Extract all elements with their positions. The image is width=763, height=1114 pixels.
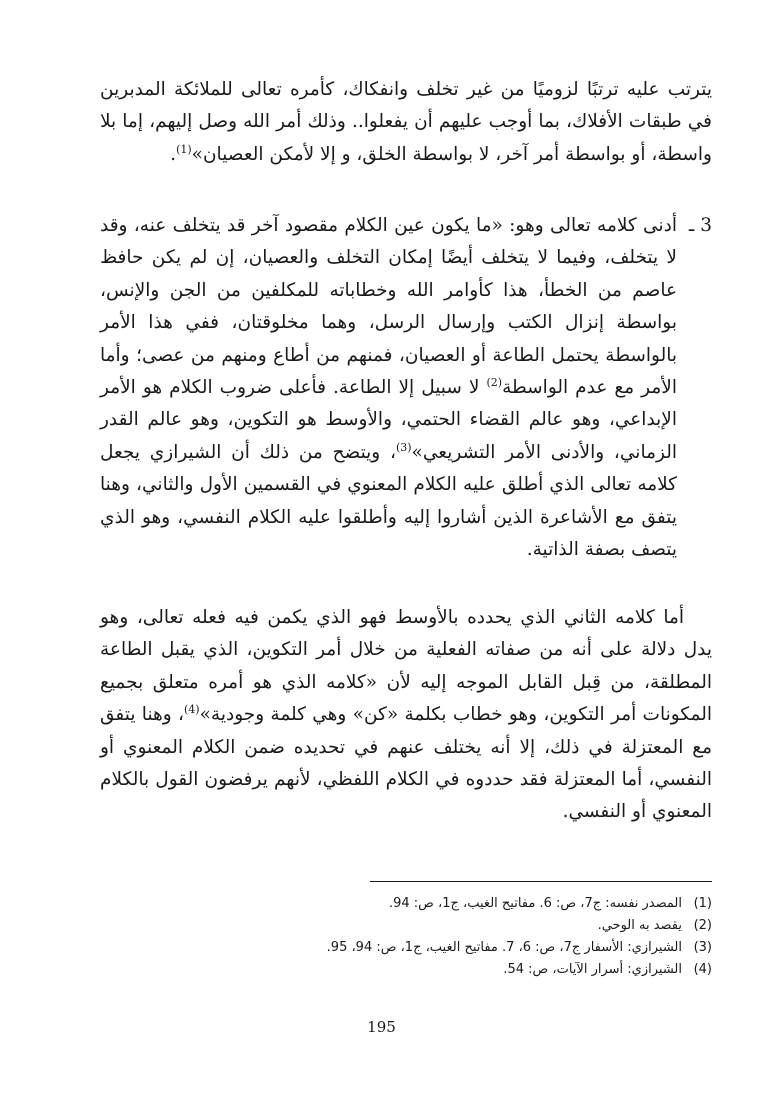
paragraph-3-text-b: ، وهنا يتفق مع المعتزلة في ذلك، إلا أنه يختلف عنهم في تحديده ضمن الكلام المعنوي أو النفسي، أما المعتزلة فقد حددوه في الكلام اللفظي، لأنهم يرفضون القول بالكلام المعنوي أو النفسي. [100,704,712,823]
paragraph-1-tail: . [170,143,177,165]
footnote-text: يقصد به الوحي. [597,918,682,933]
footnote-number: (3) [693,940,712,955]
paragraph-3 [100,602,712,832]
page-number: 195 [367,1018,396,1036]
paragraph-1-text: يترتب عليه ترتبًا لزوميًا من غير تخلف وانفكاك، كأمره تعالى للملائكة المدبرين في طبقات الأفلاك، بما أوجب عليهم أن يفعلوا.. وذلك أمر الله وصل إليهم، إما بلا واسطة، أو بواسطة أمر آخر، لا بواسطة الخلق، و إلا لأمكن العصيان» [100,79,712,165]
footnote-ref-4[interactable]: (4) [183,703,200,717]
footnote-text: الشيرازي: أسرار الآيات، ص: 54. [503,962,682,977]
footnote-1 [240,893,712,915]
footnote-text: المصدر نفسه: ج7، ص: 6. مفاتيح الغيب، ج1، ص: 94. [388,896,682,911]
footnote-number: (2) [693,918,712,933]
paragraph-2 [100,210,712,594]
paragraph-2-text-c: ، ويتضح من ذلك أن الشيرازي يجعل كلامه تعالى الذي أطلق عليه الكلام المعنوي في القسمين الأول والثاني، وهنا يتفق مع الأشاعرة الذين أشاروا إليه وأطلقوا عليه الكلام النفسي، وهو الذي يتصف بصفة الذاتية. [100,441,677,561]
footnote-4 [240,959,712,981]
paragraph-3-text-a: أما كلامه الثاني الذي يحدده بالأوسط فهو الذي يكمن فيه فعله تعالى، وهو يدل دلالة على أنه من صفاته الفعلية من خلال أمر التكوين، الذي يقبل الطاعة المطلقة، من قِبل القابل الموجه إليه لأن «كلامه الذي هو أمره متعلق بجميع المكونات أمر التكوين، وهو خطاب بكلمة «كن» وهي كلمة وجودية» [100,607,712,726]
footnote-separator [370,881,712,882]
footnote-ref-1[interactable]: (1) [176,142,192,156]
list-item-number: 3 ـ [688,215,712,236]
paragraph-2-text-b: لا سبيل إلا الطاعة. فأعلى ضروب الكلام هو الأمر الإبداعي، وهو عالم القضاء الحتمي، والأوسط هو التكوين، وهو عالم القدر الزماني، والأدنى الأمر التشريعي» [100,377,677,463]
footnotes [240,893,712,981]
footnote-number: (1) [693,896,712,911]
footnote-number: (4) [693,962,712,977]
footnote-ref-2[interactable]: (2) [486,375,503,389]
paragraph-2-text-a: أدنى كلامه تعالى وهو: «ما يكون عين الكلام مقصود آخر قد يتخلف عنه، وقد لا يتخلف، وفيما لا يتخلف أيضًا إمكان التخلف والعصيان، إن لم يكن حافظ عاصم من الخطأ، هذا كأوامر الله وخطاباته للمكلفين من الجن والإنس، بواسطة إنزال الكتب وإرسال الرسل، وهما مخلوقتان، ففي هذا الأمر بالواسطة يحتمل الطاعة أو العصيان، فمنهم من أطاع ومنهم من عصى؛ وأما الأمر مع عدم الواسطة [100,215,677,399]
footnote-ref-3[interactable]: (3) [395,440,412,454]
paragraph-1 [100,74,712,210]
footnote-2 [240,915,712,937]
footnote-text: الشيرازي: الأسفار ج7، ص: 6، 7. مفاتيح الغيب، ج1، ص: 94، 95. [326,940,682,955]
footnote-3 [240,937,712,959]
main-text [100,74,712,832]
